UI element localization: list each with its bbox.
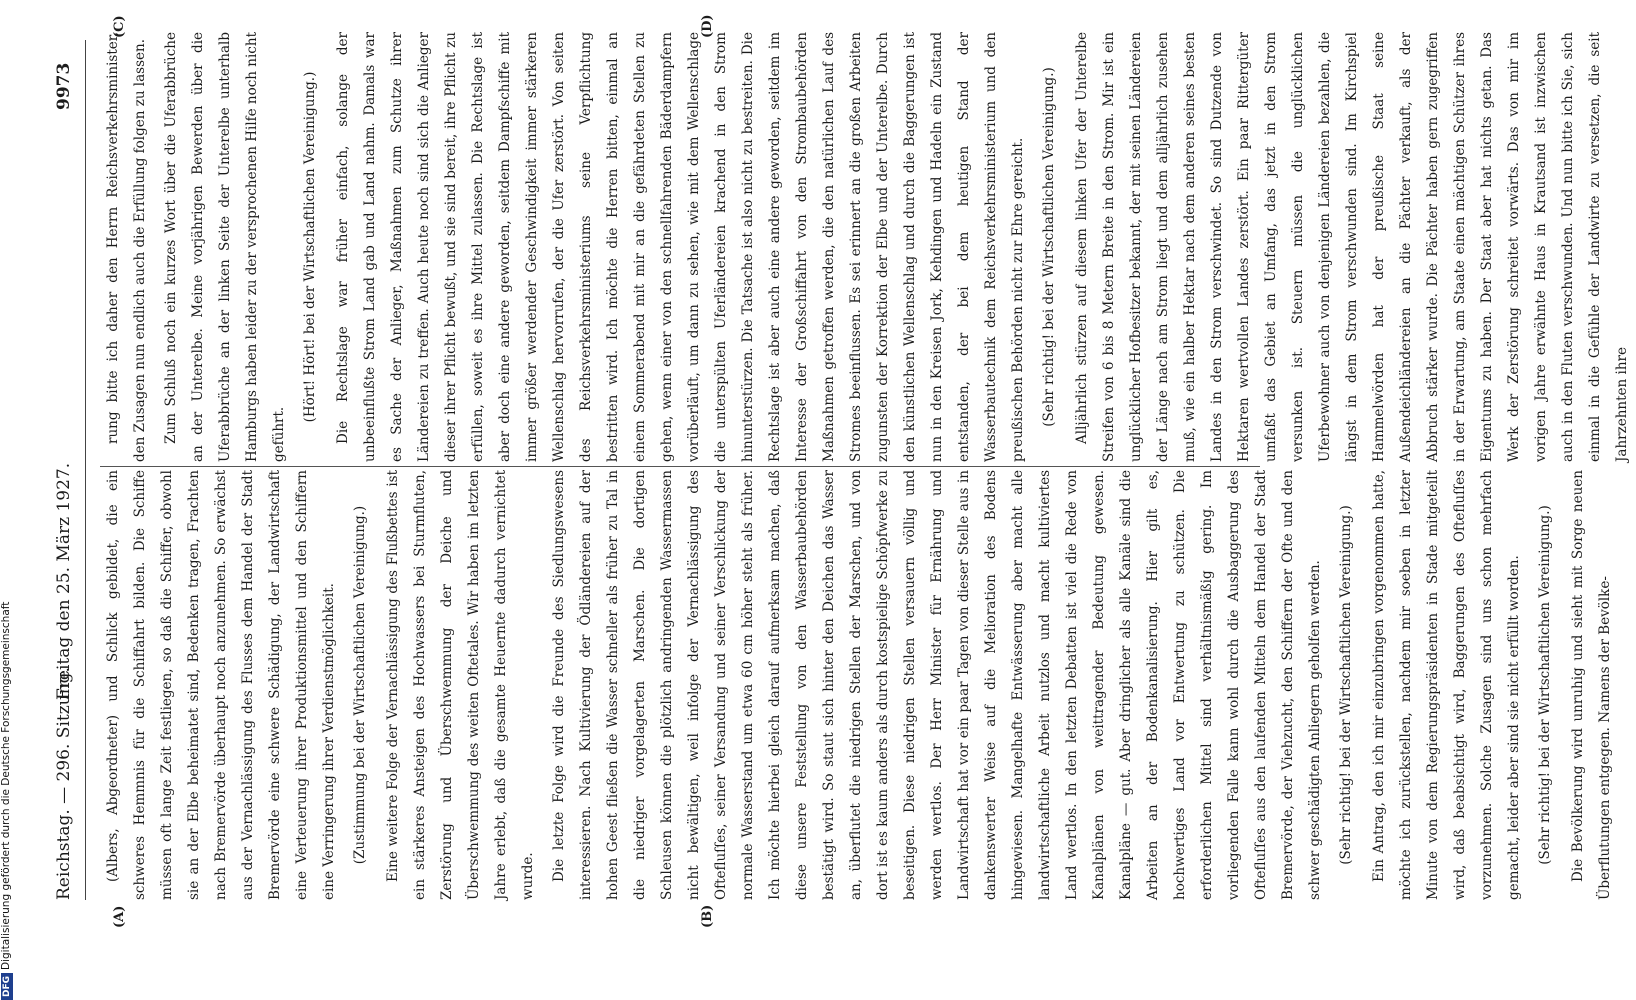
session-date: Freitag den 25. März 1927. bbox=[54, 462, 74, 700]
page-header bbox=[52, 0, 92, 1000]
paragraph: Alljährlich stürzen auf diesem linken Ufer der Unterelbe Streifen von 6 bis 8 Metern Breite in den Strom. Mir ist ein unglücklicher Hofbesitzer bekannt, der mit seinen Ländereien der Länge nach am Strom liegt und dem alljährlich zusehen muß, wie ein halber Hektar nach dem anderen seines besten Landes in den Strom verschwindet. So sind Dutzende von Hektaren wertvollen Landes zerstört. Ein paar Rittergüter umfaßt das Gebiet an Umfang, das jetzt in den Strom versunken ist. Steuern müssen die unglücklichen Uferbewohner auch von denjenigen Ländereien bezahlen, die längst in dem Strom verschwunden sind. Im Kirchspiel Hammelwörden hat der preußische Staat seine Außendeichländereien an die Pächter verkauft, als der Abbruch stärker wurde. Die Pächter haben gern zugegriffen in der Erwartung, am Staate einen mächtigen Schützer ihres Eigentums zu haben. Der Staat aber hat nichts getan. Das Werk der Zerstörung schreitet vorwärts. Das von mir im vorigen Jahre erwähnte Haus in Krautsand ist inzwischen auch in den Fluten verschwunden. Und nun bitte ich Sie, sich einmal in die Gefühle der Landwirte zu versetzen, die seit Jahrzehnten ihre bbox=[1074, 32, 1630, 462]
dfg-logo: DFG bbox=[1, 973, 13, 1000]
paragraph: Zum Schluß noch ein kurzes Wort über die Uferabbrüche an der Unterelbe. Meine vorjährigen Bewerden über die Uferabbrüche an der linken Seite der Unterelbe unterhalb Hamburgs haben leider zu der versprochenen Hilfe noch nicht geführt. bbox=[163, 32, 287, 462]
paragraph: Die letzte Folge wird die Freunde des Siedlungswesens interessieren. Nach Kultivierung der Ödländereien auf der hohen Geest fließen die Wasser schneller als früher zu Tal in die niedriger vorgelagerten Marschen. Die dortigen Schleusen können die plötzlich andringenden Wassermassen nicht bewältigen, weil infolge der Vernachlässigung des Oftefluſſes, seiner Versandung und seiner Verschlickung der normale Wasserstand um etwa 60 cm höher steht als früher. Ich möchte hierbei gleich darauf aufmerksam machen, daß diese unsere Feststellung von den Wasserbaubehörden bestätigt wird. So staut sich hinter den Deichen das Wasser an, überflutet die niedrigen Stellen der Marschen, und von dort ist es kaum anders als durch kostspielige Schöpfwerke zu beseitigen. Diese niedrigen Stellen versauern völlig und werden wertlos. Der Herr Minister für Ernährung und Landwirtschaft hat vor ein paar Tagen von dieser Stelle aus in dankenswerter Weise auf die Melioration des Bodens hingewiesen. Mangelhafte Entwässerung aber macht alle landwirtschaftliche Arbeit nutzlos und macht kultiviertes Land wertlos. In den letzten Debatten ist viel die Rede von Kanalplänen von weittragender Bedeutung gewesen. Kanalpläne — gut. Aber dringlicher als alle Kanäle sind die Arbeiten an der Bodenkanalisierung. Hier gilt es, hochwertiges Land vor Entwertung zu schützen. Die erforderlichen Mittel sind verhältnismäßig gering. Im vorliegenden Falle kann wohl durch die Ausbaggerung des Oftefluſſes aus den laufenden Mitteln dem Handel der Stadt Bremervörde, der Viehzucht, den Schiffern der Ofte und den schwer geschädigten Anliegern geholfen werden. bbox=[551, 470, 1323, 900]
page-number: 9973 bbox=[54, 62, 74, 110]
paragraph: rung bitte ich daher den Herrn Reichsverkehrsminister, den Zusagen nun endlich auch die Erfüllung folgen zu lassen. bbox=[105, 32, 148, 462]
paragraph: Eine weitere Folge der Vernachlässigung des Flußbettes ist ein stärkeres Ansteigen des Hochwassers bei Sturmfluten, Zerstörung und Überschwemmung der Deiche und Überschwemmung des weiten Oftetales. Wir haben im letzten Jahre erlebt, daß die gesamte Heuernte dadurch vernichtet wurde. bbox=[385, 470, 536, 900]
left-column bbox=[100, 470, 1613, 900]
column-divider bbox=[100, 466, 1260, 467]
margin-marker-c: (C) bbox=[112, 15, 127, 38]
paragraph: Die Bevölkerung wird unruhig und sieht mit Sorge neuen Überflutungen entgegen. Namens der Bevölke- bbox=[1570, 470, 1613, 900]
right-column bbox=[100, 32, 1630, 462]
credit-text: Digitalisierung gefördert durch die Deutsche Forschungsgemeinschaft bbox=[0, 601, 12, 970]
header-rule bbox=[85, 40, 86, 900]
interjection: (Sehr richtig! bei der Wirtschaftlichen Vereinigung.) bbox=[1537, 505, 1553, 865]
margin-marker-d: (D) bbox=[700, 14, 715, 38]
interjection: (Sehr richtig! bei der Wirtschaftlichen Vereinigung.) bbox=[1041, 67, 1057, 427]
interjection: (Zustimmung bei der Wirtschaftlichen Vereinigung.) bbox=[352, 505, 368, 865]
paragraph: Ein Antrag, den ich mir einzubringen vorgenommen hatte, möchte ich zurückstellen, nachdem mir soeben in letzter Minute von dem Regierungspräsidenten in Stade mitgeteilt wird, daß beabsichtigt wird, Baggerungen des Oftefluſſes vorzunehmen. Solche Zusagen sind uns schon mehrfach gemacht, leider aber sind sie nicht erfüllt worden. bbox=[1371, 470, 1522, 900]
paragraph: Die Rechtslage war früher einfach, solange der unbeeinflußte Strom Land gab und Land nahm. Damals war es Sache der Anlieger, Maßnahmen zum Schutze ihrer Ländereien zu treffen. Auch heute noch sind sich die Anlieger dieser ihrer Pflicht bewußt, und sie sind bereit, ihre Pflicht zu erfüllen, soweit es ihre Mittel zulassen. Die Rechtslage ist aber doch eine andere geworden, seitdem Dampfschiffe mit immer größer werdender Geschwindigkeit immer stärkeren Wellenschlag hervorrufen, der die Ufer zerstört. Von seiten des Reichsverkehrsministeriums seine Verpflichtung bestritten wird. Ich möchte die Herren bitten, einmal an einem Sommerabend mit mir an die gefährdeten Stellen zu gehen, wenn einer von den schnellfahrenden Bäderdampfern vorüberläuft, um dann zu sehen, wie mit dem Wellenschlage die unterspülten Uferländereien krachend in den Strom hinunterstürzen. Die Tatsache ist also nicht zu bestreiten. Die Rechtslage ist aber auch eine andere geworden, seitdem im Interesse der Großschiffahrt von den Strombaubehörden Maßnahmen getroffen werden, die den natürlichen Lauf des Stromes beeinflussen. Es sei erinnert an die großen Arbeiten zugunsten der Korrektion der Elbe und der Unterelbe. Durch den künstlichen Wellenschlag und durch die Baggerungen ist nun in den Kreisen Jork, Kehdingen und Hadeln ein Zustand entstanden, der bei dem heutigen Stand der Wasserbautechnik dem Reichsverkehrsministerium und den preußischen Behörden nicht zur Ehre gereicht. bbox=[335, 32, 1026, 462]
margin-marker-b: (B) bbox=[700, 904, 715, 928]
session-title: Reichstag. — 296. Sitzung. bbox=[54, 667, 74, 900]
interjection: (Sehr richtig! bei der Wirtschaftlichen Vereinigung.) bbox=[1338, 505, 1354, 865]
paragraph: (Albers, Abgeordneter) und Schlick gebildet, die ein schweres Hemmnis für die Schiffahrt bilden. Die Schiffe müssen oft lange Zeit festliegen, so daß die Schiffer, obwohl sie an der Elbe beheimatet sind, Bedenken tragen, Frachten nach Bremervörde überhaupt noch anzunehmen. So erwächst aus der Vernachlässigung des Flusses dem Handel der Stadt Bremervörde eine schwere Schädigung, der Landwirtschaft eine Verteuerung ihrer Produktionsmittel und den Schiffern eine Verringerung ihrer Verdienstmöglichkeit. bbox=[105, 470, 337, 900]
digitization-credit bbox=[0, 0, 14, 1000]
margin-marker-a: (A) bbox=[112, 905, 127, 928]
interjection: (Hört! Hört! bei der Wirtschaftlichen Vereinigung.) bbox=[302, 71, 318, 423]
